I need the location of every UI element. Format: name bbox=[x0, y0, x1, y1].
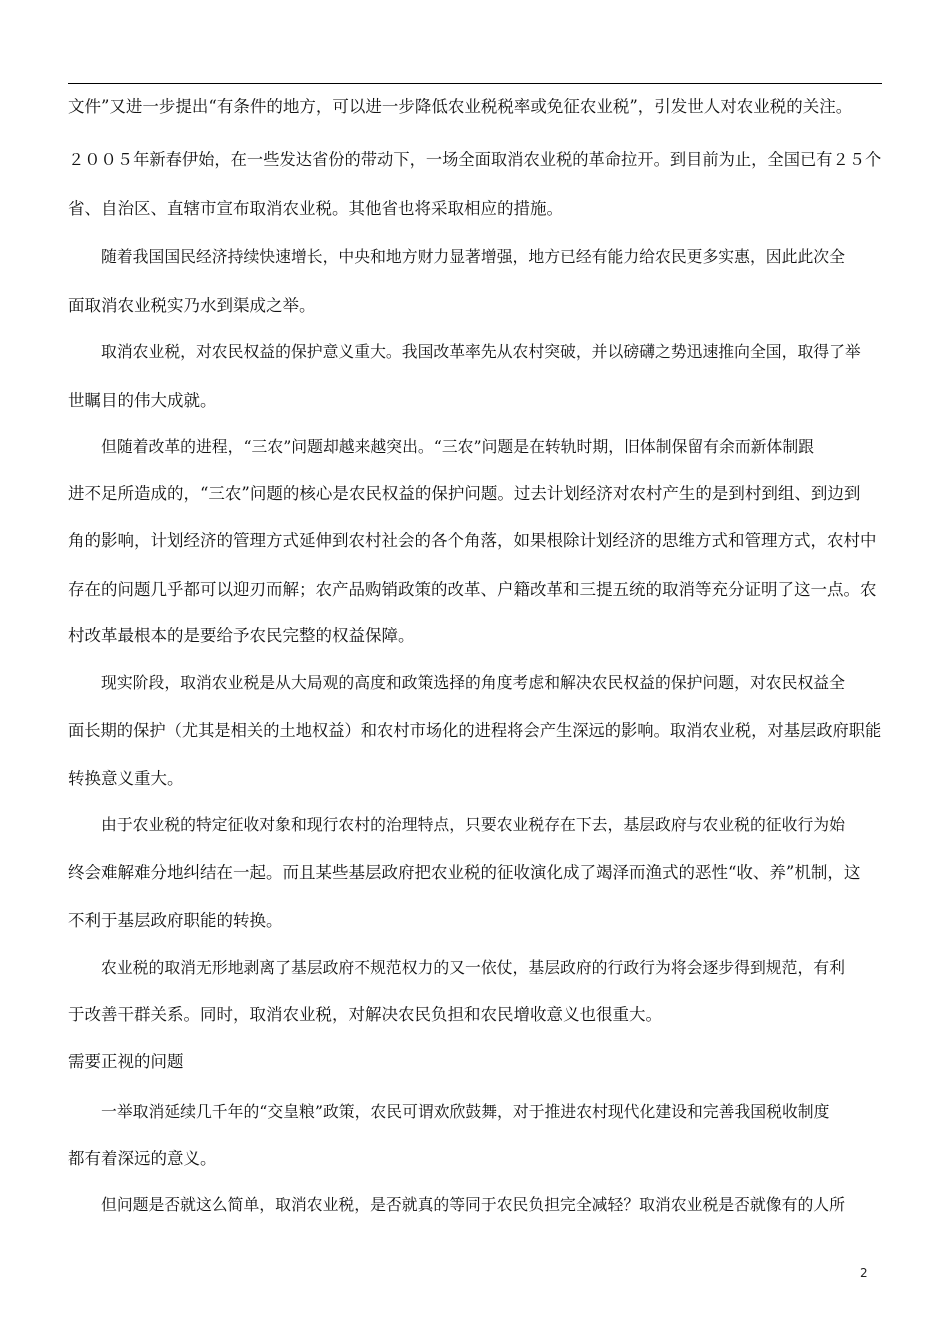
text-line: 不利于基层政府职能的转换。 bbox=[68, 911, 283, 930]
text-line: 现实阶段，取消农业税是从大局观的高度和政策选择的角度考虑和解决农民权益的保护问题，对农民权益全 bbox=[101, 673, 845, 692]
header-rule bbox=[68, 83, 882, 84]
text-line: 进不足所造成的，“三农”问题的核心是农民权益的保护问题。过去计划经济对农村产生的是到村到组、到边到 bbox=[68, 484, 861, 503]
text-line: 文件”又进一步提出“有条件的地方，可以进一步降低农业税税率或免征农业税”，引发世人对农业税的关注。 bbox=[68, 97, 853, 116]
text-line: 面长期的保护（尤其是相关的土地权益）和农村市场化的进程将会产生深远的影响。取消农业税，对基层政府职能 bbox=[68, 721, 882, 740]
text-line: 但随着改革的进程，“三农”问题却越来越突出。“三农”问题是在转轨时期，旧体制保留有余而新体制跟 bbox=[101, 437, 814, 456]
text-line: 由于农业税的特定征收对象和现行农村的治理特点，只要农业税存在下去，基层政府与农业税的征收行为始 bbox=[101, 815, 845, 834]
text-line: ２００５年新春伊始，在一些发达省份的带动下，一场全面取消农业税的革命拉开。到目前为止，全国已有２５个 bbox=[68, 150, 882, 169]
text-line: 随着我国国民经济持续快速增长，中央和地方财力显著增强，地方已经有能力给农民更多实惠，因此此次全 bbox=[101, 247, 845, 266]
text-line: 农业税的取消无形地剥离了基层政府不规范权力的又一依仗，基层政府的行政行为将会逐步得到规范，有利 bbox=[101, 958, 845, 977]
text-line: 世瞩目的伟大成就。 bbox=[68, 391, 217, 410]
text-line: 角的影响，计划经济的管理方式延伸到农村社会的各个角落，如果根除计划经济的思维方式和管理方式，农村中 bbox=[68, 531, 877, 550]
text-line: 于改善干群关系。同时，取消农业税，对解决农民负担和农民增收意义也很重大。 bbox=[68, 1005, 662, 1024]
text-line: 终会难解难分地纠结在一起。而且某些基层政府把农业税的征收演化成了竭泽而渔式的恶性“收、养”机制，这 bbox=[68, 863, 861, 882]
text-line: 一举取消延续几千年的“交皇粮”政策，农民可谓欢欣鼓舞，对于推进农村现代化建设和完善我国税收制度 bbox=[101, 1102, 830, 1121]
text-line: 村改革最根本的是要给予农民完整的权益保障。 bbox=[68, 626, 415, 645]
text-line: 但问题是否就这么简单，取消农业税，是否就真的等同于农民负担完全减轻？取消农业税是否就像有的人所 bbox=[101, 1195, 845, 1214]
text-line: 转换意义重大。 bbox=[68, 769, 184, 788]
text-line: 面取消农业税实乃水到渠成之举。 bbox=[68, 296, 316, 315]
section-heading: 需要正视的问题 bbox=[68, 1052, 184, 1071]
text-line: 取消农业税，对农民权益的保护意义重大。我国改革率先从农村突破，并以磅礴之势迅速推向全国，取得了举 bbox=[101, 342, 861, 361]
page-number: 2 bbox=[860, 1266, 868, 1280]
text-line: 都有着深远的意义。 bbox=[68, 1149, 217, 1168]
text-line: 省、自治区、直辖市宣布取消农业税。其他省也将采取相应的措施。 bbox=[68, 199, 563, 218]
text-line: 存在的问题几乎都可以迎刃而解；农产品购销政策的改革、户籍改革和三提五统的取消等充分证明了这一点。农 bbox=[68, 580, 877, 599]
